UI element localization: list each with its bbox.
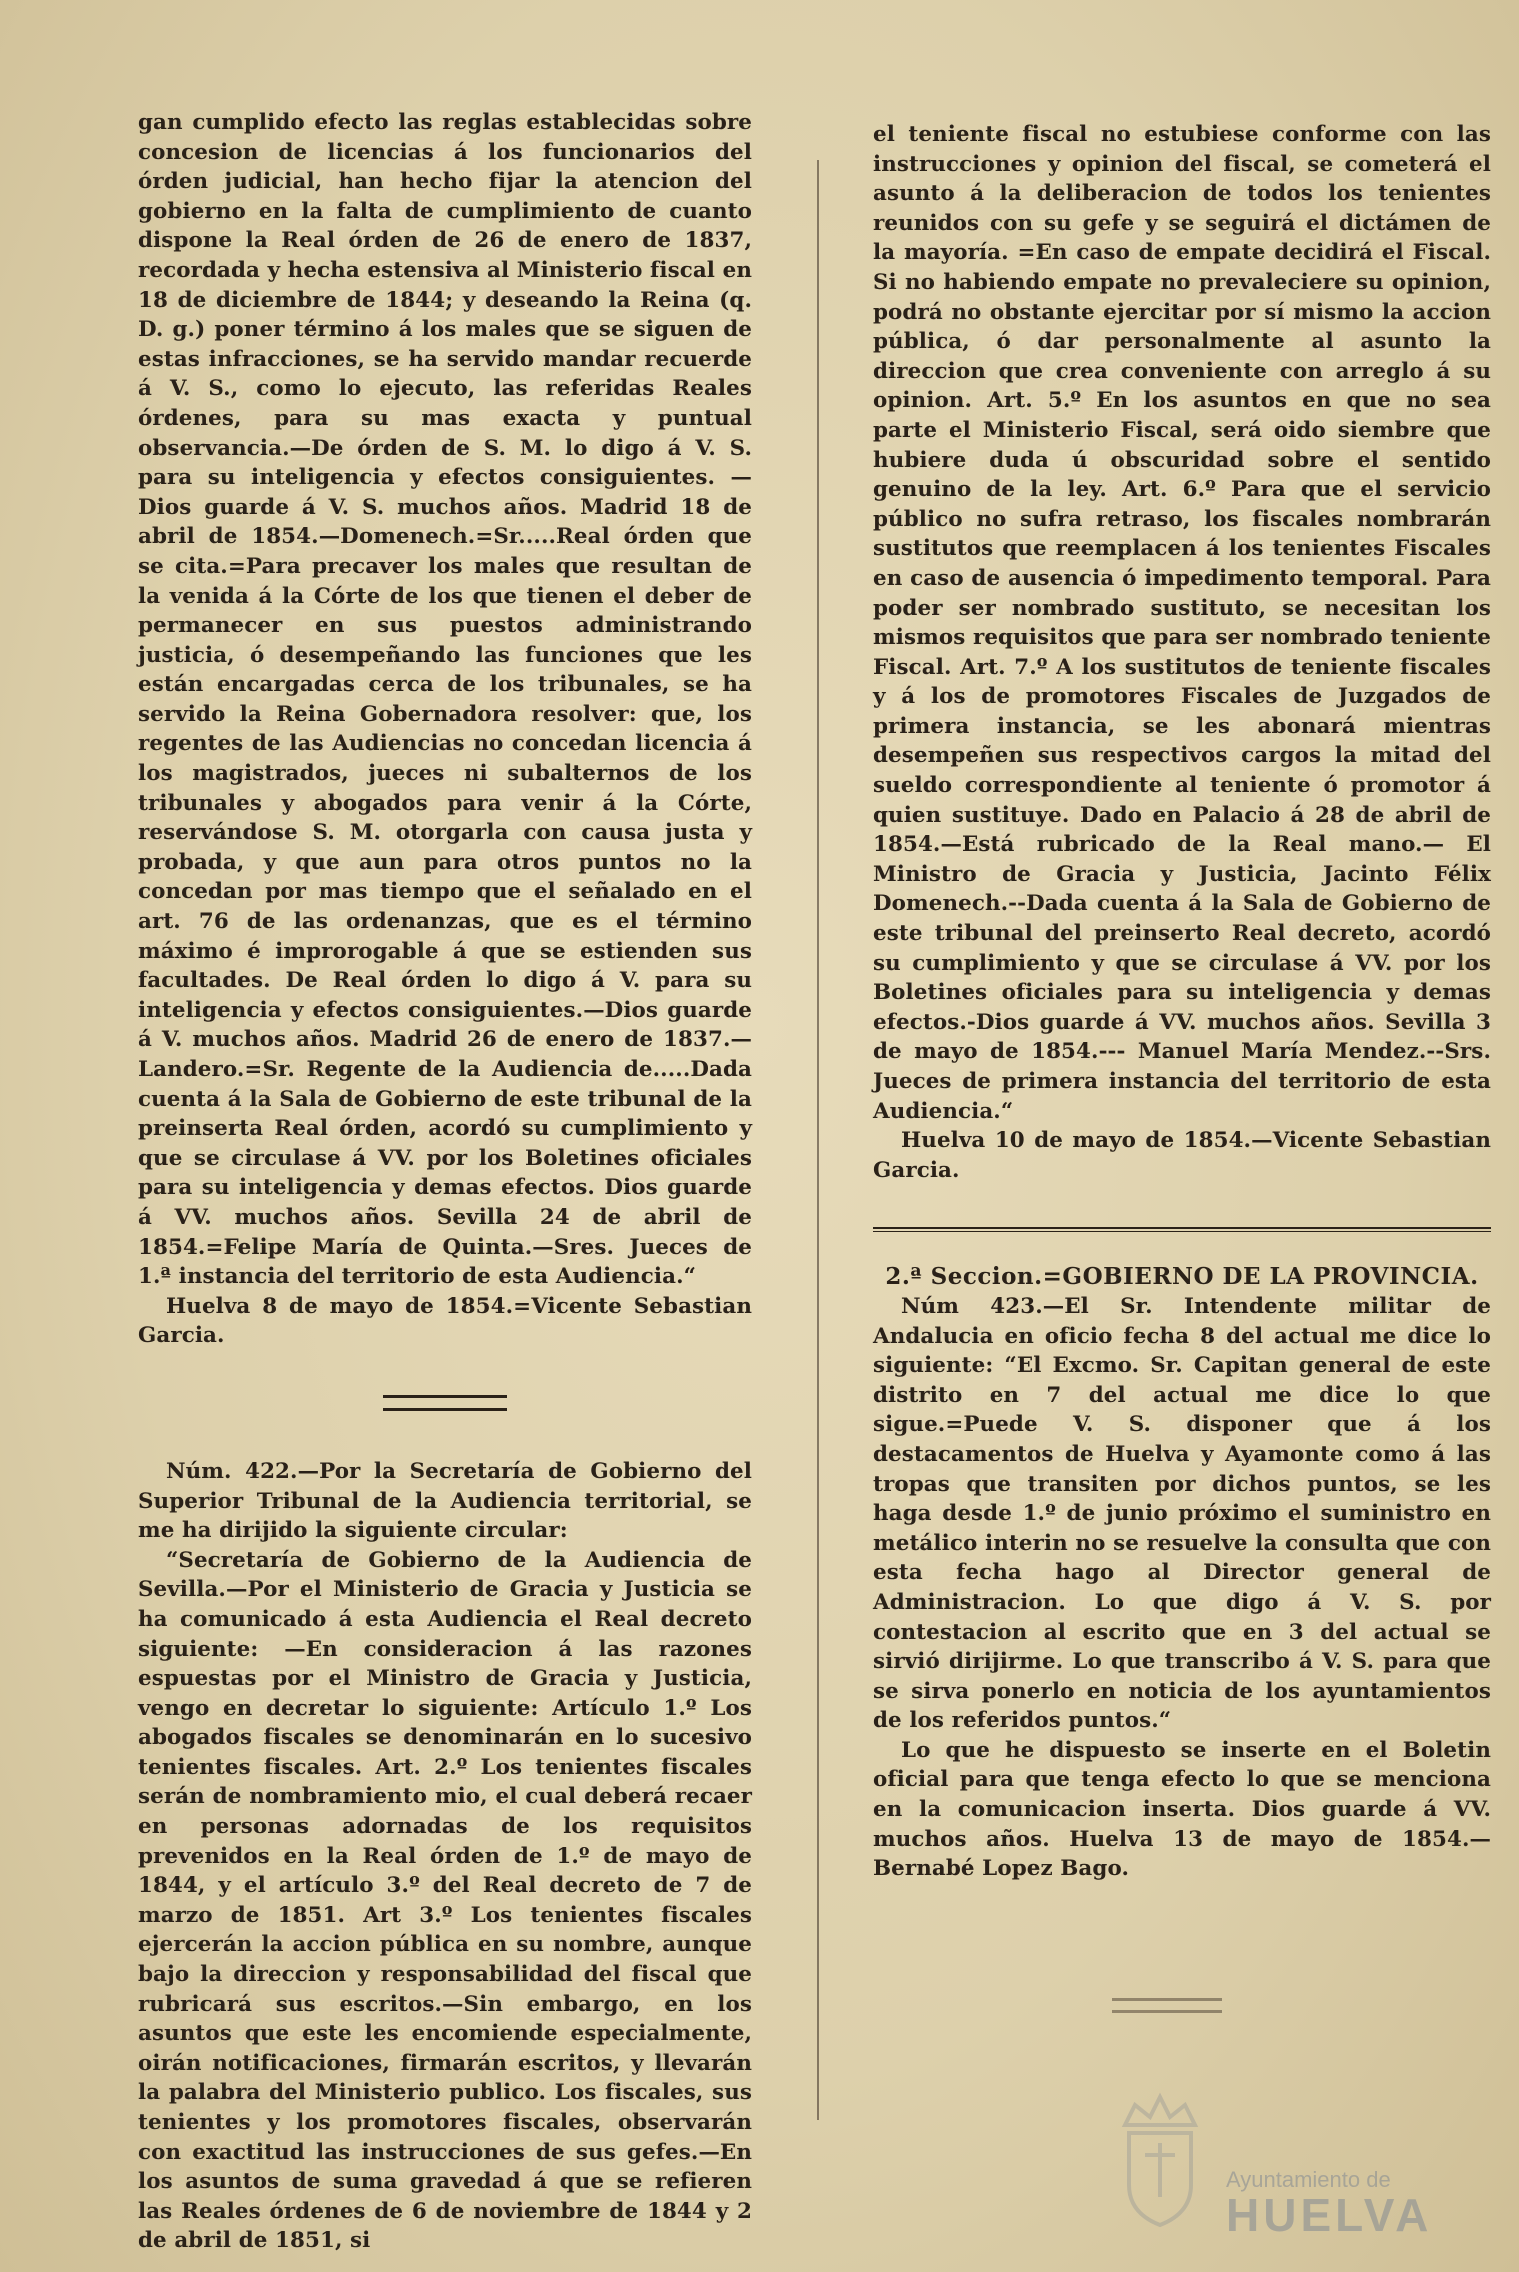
right-paragraph-num423: Núm 423.—El Sr. Intendente militar de Andalucia en oficio fecha 8 del actual me dice lo siguiente: “El Excmo. Sr. Capitan general de este distrito en 7 del actual me dice lo que sigue.=Puede V. S. disponer que á los destacamentos de Huelva y Ayamonte como á las tropas que transiten por dichos puntos, se les haga desde 1.º de junio próximo el suministro en metálico interin no se resuelve la consulta que con esta fecha hago al Director general de Administracion. Lo que digo á V. S. por contestacion al escrito que en 3 del actual se sirvió dirijirme. Lo que transcribo á V. S. para que se sirva ponerlo en noticia de los ayuntamientos de los referidos puntos.“ (873, 1293, 1491, 1734)
section-heading: 2.ª Seccion.=GOBIERNO DE LA PROVINCIA. (885, 1263, 1479, 1291)
column-divider (817, 160, 819, 2120)
left-paragraph-decree: “Secretaría de Gobierno de la Audiencia de Sevilla.—Por el Ministerio de Gracia y Justicia se ha comunicado á esta Audiencia el Real decreto siguiente: —En consideracion á las razones espuestas por el Ministro de Gracia y Justicia, vengo en decretar lo siguiente: Artículo 1.º Los abogados fiscales se denominarán en lo sucesivo tenientes fiscales. Art. 2.º Los tenientes fiscales serán de nombramiento mio, el cual deberá recaer en personas adornadas de los requisitos prevenidos en la Real órden de 1.º de mayo de 1844, y el artículo 3.º del Real decreto de 7 de marzo de 1851. Art 3.º Los tenientes fiscales ejercerán la accion pública en su nombre, aunque bajo la direccion y responsabilidad del fiscal que rubricará sus escritos.—Sin embargo, en los asuntos que este les encomiende especialmente, oirán notificaciones, firmarán escritos, y llevarán la palabra del Ministerio publico. Los fiscales, sus tenientes y los promotores fiscales, observarán con exactitud las instrucciones de sus gefes.—En los asuntos de suma gravedad á que se refieren las Reales órdenes de 6 de noviembre de 1844 y 2 de abril de 1851, si (138, 1547, 752, 2254)
left-paragraph-num422: Núm. 422.—Por la Secretaría de Gobierno del Superior Tribunal de la Audiencia territorial, se me ha dirijido la siguiente circular: (138, 1458, 752, 1544)
section-rule (873, 1227, 1491, 1232)
right-paragraph-closing: Lo que he dispuesto se inserte en el Boletin oficial para que tenga efecto lo que se menciona en la comunicacion inserta. Dios guarde á VV. muchos años. Huelva 13 de mayo de 1854.—Bernabé Lopez Bago. (873, 1737, 1491, 1882)
faded-ornamental-rule (1112, 1998, 1222, 2013)
right-signature-1: Huelva 10 de mayo de 1854.—Vicente Sebastian Garcia. (873, 1128, 1491, 1183)
right-paragraph-1: el teniente fiscal no estubiese conforme con las instrucciones y opinion del fiscal, se cometerá el asunto á la deliberacion de todos los tenientes reunidos con su gefe y se seguirá el dictámen de la mayoría. =En caso de empate decidirá el Fiscal. Si no habiendo empate no prevaleciere su opinion, podrá no obstante ejercitar por sí mismo la accion pública, ó dar personalmente al asunto la direccion que crea conveniente con arreglo á su opinion. Art. 5.º En los asuntos en que no sea parte el Ministerio Fiscal, será oido siembre que hubiere duda ú obscuridad sobre el sentido genuino de la ley. Art. 6.º Para que el servicio público no sufra retraso, los fiscales nombrarán sustitutos que reemplacen á los tenientes Fiscales en caso de ausencia ó impedimento temporal. Para poder ser nombrado sustituto, se necesitan los mismos requisitos que para ser nombrado teniente Fiscal. Art. 7.º A los sustitutos de teniente fiscales y á los de promotores Fiscales de Juzgados de primera instancia, se les abonará mientras desempeñen sus respectivos cargos la mitad del sueldo correspondiente al teniente ó promotor á quien sustituye. Dado en Palacio á 28 de abril de 1854.—Está rubricado de la Real mano.— El Ministro de Gracia y Justicia, Jacinto Félix Domenech.--Dada cuenta á la Sala de Gobierno de este tribunal del preinserto Real decreto, acordó su cumplimiento y que se circulase á VV. por los Boletines oficiales para su inteligencia y demas efectos.-Dios guarde á VV. muchos años. Sevilla 3 de mayo de 1854.--- Manuel María Mendez.--Srs. Jueces de primera instancia del territorio de esta Audiencia.“ (873, 122, 1491, 1124)
left-column (138, 108, 752, 2256)
left-signature-1: Huelva 8 de mayo de 1854.=Vicente Sebastian Garcia. (138, 1293, 752, 1349)
watermark-small-text: Ayuntamiento de (1226, 2167, 1391, 2192)
ornamental-rule (383, 1395, 507, 1411)
watermark-big-text: HUELVA (1226, 2189, 1433, 2241)
left-paragraph-1: gan cumplido efecto las reglas establecidas sobre concesion de licencias á los funcionarios del órden judicial, han hecho fijar la atencion del gobierno en la falta de cumplimiento de cuanto dispone la Real órden de 26 de enero de 1837, recordada y hecha estensiva al Ministerio fiscal en 18 de diciembre de 1844; y deseando la Reina (q. D. g.) poner término á los males que se siguen de estas infracciones, se ha servido mandar recuerde á V. S., como lo ejecuto, las referidas Reales órdenes, para su mas exacta y puntual observancia.—De órden de S. M. lo digo á V. S. para su inteligencia y efectos consiguientes. —Dios guarde á V. S. muchos años. Madrid 18 de abril de 1854.—Domenech.=Sr.....Real órden que se cita.=Para precaver los males que resultan de la venida á la Córte de los que tienen el deber de permanecer en sus puestos administrando justicia, ó desempeñando las funciones que les están encargadas cerca de los tribunales, se ha servido la Reina Gobernadora resolver: que, los regentes de las Audiencias no concedan licencia á los magistrados, jueces ni subalternos de los tribunales y abogados para venir á la Córte, reservándose S. M. otorgarla con causa justa y probada, y que aun para otros puntos no la concedan por mas tiempo que el señalado en el art. 76 de las ordenanzas, que es el término máximo é improrogable á que se estienden sus facultades. De Real órden lo digo á V. para su inteligencia y efectos consiguientes.—Dios guarde á V. muchos años. Madrid 26 de enero de 1837.—Landero.=Sr. Regente de la Audiencia de.....Dada cuenta á la Sala de Gobierno de este tribunal de la preinserta Real órden, acordó su cumplimiento y que se circulase á VV. por los Boletines oficiales para su inteligencia y demas efectos. Dios guarde á VV. muchos años. Sevilla 24 de abril de 1854.=Felipe María de Quinta.—Sres. Jueces de 1.ª instancia del territorio de esta Audiencia.“ (138, 110, 752, 1290)
right-column (873, 120, 1491, 1884)
